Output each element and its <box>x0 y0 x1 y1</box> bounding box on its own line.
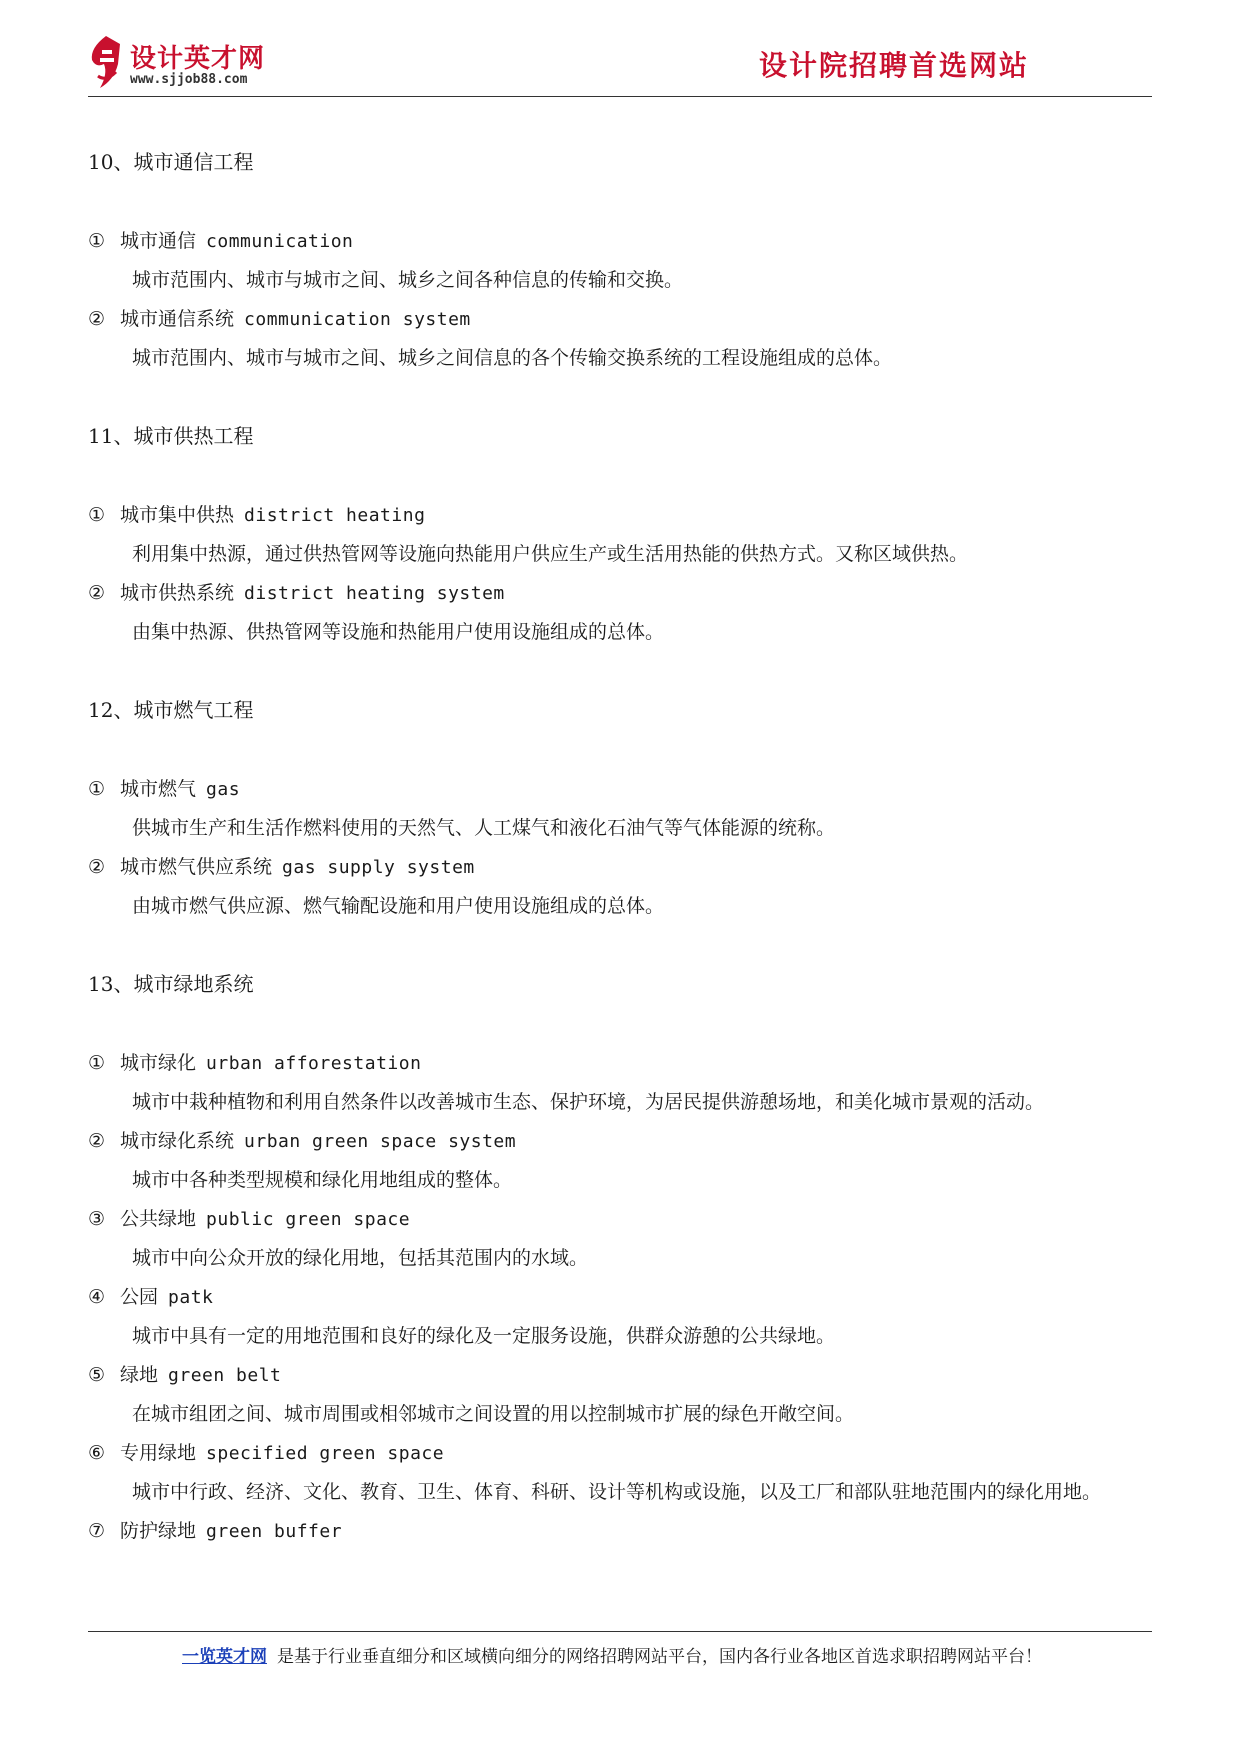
term-item <box>88 574 1158 652</box>
term-number: ② <box>88 1130 106 1152</box>
term-number: ① <box>88 778 106 800</box>
term-cn: 城市绿化系统 <box>120 1130 235 1152</box>
term-item <box>88 1512 1158 1551</box>
term-cn: 城市供热系统 <box>120 582 235 604</box>
term-number: ① <box>88 230 106 252</box>
term-number: ⑦ <box>88 1520 106 1542</box>
header-slogan: 设计院招聘首选网站 <box>758 49 1029 82</box>
term-en: district heating <box>244 505 426 526</box>
term-cn: 城市燃气供应系统 <box>120 856 273 878</box>
logo-text: 设计英才网 <box>130 44 266 74</box>
term-item <box>88 1434 1158 1512</box>
footer-site-link[interactable]: 一览英才网 <box>182 1647 267 1667</box>
term-number: ② <box>88 582 106 604</box>
term-item <box>88 1122 1158 1200</box>
term-definition: 城市中向公众开放的绿化用地，包括其范围内的水域。 <box>132 1247 589 1269</box>
term-cn: 专用绿地 <box>120 1442 197 1464</box>
term-item <box>88 1044 1158 1122</box>
term-definition: 由城市燃气供应源、燃气输配设施和用户使用设施组成的总体。 <box>132 895 665 917</box>
term-definition: 城市中具有一定的用地范围和良好的绿化及一定服务设施，供群众游憩的公共绿地。 <box>132 1325 836 1347</box>
section-communication <box>88 142 1158 378</box>
term-item <box>88 496 1158 574</box>
term-item <box>88 1200 1158 1278</box>
term-item <box>88 848 1158 926</box>
header-divider <box>88 96 1152 97</box>
term-cn: 城市绿化 <box>120 1052 197 1074</box>
logo-mark-icon <box>88 34 124 90</box>
term-definition: 由集中热源、供热管网等设施和热能用户使用设施组成的总体。 <box>132 621 665 643</box>
section-green-space <box>88 964 1158 1551</box>
term-cn: 公共绿地 <box>120 1208 197 1230</box>
term-number: ③ <box>88 1208 106 1230</box>
term-item <box>88 1356 1158 1434</box>
term-en: district heating system <box>244 583 505 604</box>
term-number: ⑥ <box>88 1442 106 1464</box>
term-definition: 在城市组团之间、城市周围或相邻城市之间设置的用以控制城市扩展的绿色开敞空间。 <box>132 1403 855 1425</box>
footer <box>182 1642 1042 1667</box>
term-en: specified green space <box>206 1443 445 1464</box>
term-definition: 城市范围内、城市与城市之间、城乡之间信息的各个传输交换系统的工程设施组成的总体。 <box>132 347 893 369</box>
section-title: 10、城市通信工程 <box>88 150 254 174</box>
term-number: ④ <box>88 1286 106 1308</box>
term-definition: 利用集中热源，通过供热管网等设施向热能用户供应生产或生活用热能的供热方式。又称区域供热。 <box>132 543 969 565</box>
term-en: public green space <box>206 1209 411 1230</box>
term-cn: 绿地 <box>120 1364 159 1386</box>
term-number: ② <box>88 856 106 878</box>
term-definition: 供城市生产和生活作燃料使用的天然气、人工煤气和液化石油气等气体能源的统称。 <box>132 817 836 839</box>
term-en: communication system <box>244 309 471 330</box>
term-definition: 城市中各种类型规模和绿化用地组成的整体。 <box>132 1169 513 1191</box>
section-title: 12、城市燃气工程 <box>88 698 254 722</box>
term-number: ① <box>88 1052 106 1074</box>
footer-divider <box>88 1631 1152 1632</box>
section-title: 11、城市供热工程 <box>88 424 254 448</box>
term-number: ② <box>88 308 106 330</box>
term-en: urban green space system <box>244 1131 517 1152</box>
term-number: ⑤ <box>88 1364 106 1386</box>
logo-url[interactable]: www.sjjob88.com <box>130 72 248 87</box>
site-logo[interactable] <box>88 34 288 94</box>
document-body <box>88 142 1158 1551</box>
section-gas <box>88 690 1158 926</box>
section-heating <box>88 416 1158 652</box>
term-cn: 城市集中供热 <box>120 504 235 526</box>
term-cn: 公园 <box>120 1286 159 1308</box>
term-item <box>88 222 1158 300</box>
term-en: gas supply system <box>282 857 475 878</box>
term-en: communication <box>206 231 354 252</box>
term-cn: 城市通信 <box>120 230 197 252</box>
term-item <box>88 770 1158 848</box>
term-cn: 防护绿地 <box>120 1520 197 1542</box>
footer-text: 是基于行业垂直细分和区域横向细分的网络招聘网站平台，国内各行业各地区首选求职招聘网站平台！ <box>277 1647 1042 1667</box>
term-definition: 城市中行政、经济、文化、教育、卫生、体育、科研、设计等机构或设施，以及工厂和部队驻地范围内的绿化用地。 <box>132 1481 1102 1503</box>
term-item <box>88 300 1158 378</box>
term-en: green buffer <box>206 1521 343 1542</box>
term-item <box>88 1278 1158 1356</box>
term-cn: 城市燃气 <box>120 778 197 800</box>
term-number: ① <box>88 504 106 526</box>
term-definition: 城市范围内、城市与城市之间、城乡之间各种信息的传输和交换。 <box>132 269 684 291</box>
term-en: gas <box>206 779 241 800</box>
term-cn: 城市通信系统 <box>120 308 235 330</box>
term-definition: 城市中栽种植物和利用自然条件以改善城市生态、保护环境，为居民提供游憩场地，和美化城市景观的活动。 <box>132 1091 1045 1113</box>
section-title: 13、城市绿地系统 <box>88 972 254 996</box>
term-en: patk <box>168 1287 214 1308</box>
term-en: green belt <box>168 1365 282 1386</box>
term-en: urban afforestation <box>206 1053 422 1074</box>
